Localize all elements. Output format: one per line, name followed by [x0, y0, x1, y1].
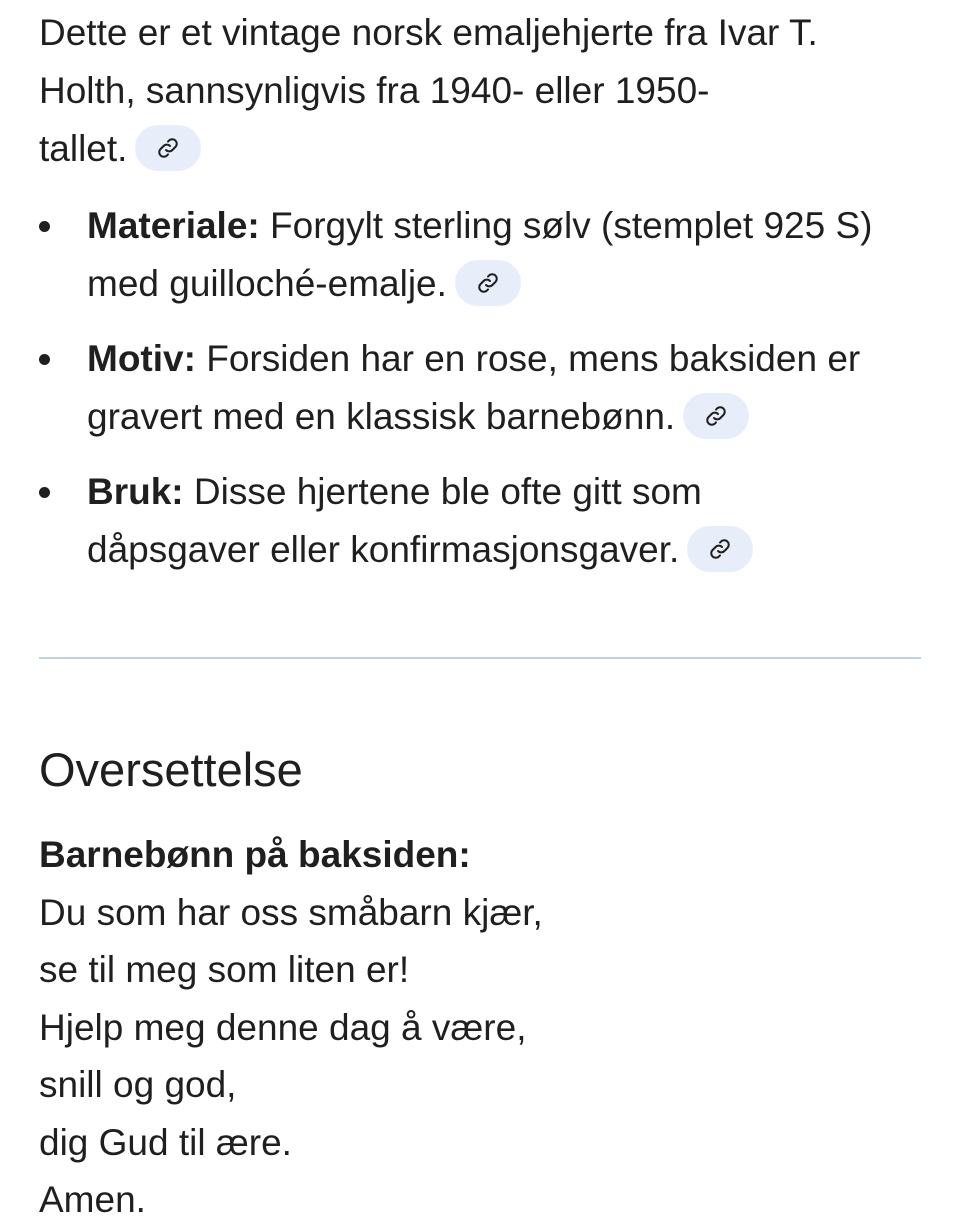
intro-line-text: tallet.: [39, 128, 128, 169]
source-link-chip[interactable]: [455, 260, 521, 306]
list-item-text: Forsiden har en rose, mens baksiden er: [195, 338, 861, 379]
link-icon: [704, 404, 728, 428]
list-item-line: [87, 388, 929, 446]
list-item-line: [87, 197, 929, 255]
link-icon: [156, 136, 180, 160]
list-item-line: [87, 521, 929, 579]
poem-line: Hjelp meg denne dag å være,: [39, 1006, 527, 1048]
list-item-text: med guilloché-emalje.: [87, 263, 447, 304]
source-link-chip[interactable]: [135, 125, 201, 171]
bullet-dot: [39, 354, 50, 365]
poem-line: snill og god,: [39, 1064, 237, 1105]
section-divider: [39, 657, 921, 659]
source-link-chip[interactable]: [683, 393, 749, 439]
bullet-dot: [39, 221, 50, 232]
list-item-text: Disse hjertene ble ofte gitt som: [183, 471, 702, 512]
poem-line: Amen.: [39, 1179, 146, 1220]
source-link-chip[interactable]: [687, 526, 753, 572]
details-list: [39, 197, 929, 596]
bullet-dot: [39, 487, 50, 498]
list-item-label: Materiale:: [87, 205, 260, 246]
link-icon: [476, 271, 500, 295]
list-item-text: dåpsgaver eller konfirmasjonsgaver.: [87, 529, 680, 570]
intro-paragraph: [39, 4, 919, 178]
intro-line-last: [39, 120, 919, 178]
list-item-line: [87, 463, 929, 521]
translation-block: [39, 826, 919, 1229]
list-item-text: gravert med en klassisk barnebønn.: [87, 396, 676, 437]
list-item-material: [39, 197, 929, 313]
link-icon: [708, 537, 732, 561]
section-heading: Oversettelse: [39, 743, 303, 796]
intro-line: Holth, sannsynligvis fra 1940- eller 1950-: [39, 70, 710, 111]
list-item-line: [87, 330, 929, 388]
poem-subheading: Barnebønn på baksiden:: [39, 834, 471, 875]
poem-line: se til meg som liten er!: [39, 949, 410, 990]
list-item-label: Bruk:: [87, 471, 184, 512]
list-item-line: [87, 255, 929, 313]
list-item-motif: [39, 330, 929, 446]
list-item-use: [39, 463, 929, 579]
list-item-label: Motiv:: [87, 338, 196, 379]
list-item-text: Forgylt sterling sølv (stemplet 925 S): [259, 205, 873, 246]
poem-line: dig Gud til ære.: [39, 1121, 292, 1163]
intro-line: Dette er et vintage norsk emaljehjerte fra Ivar T.: [39, 12, 818, 53]
poem-line: Du som har oss småbarn kjær,: [39, 891, 543, 933]
